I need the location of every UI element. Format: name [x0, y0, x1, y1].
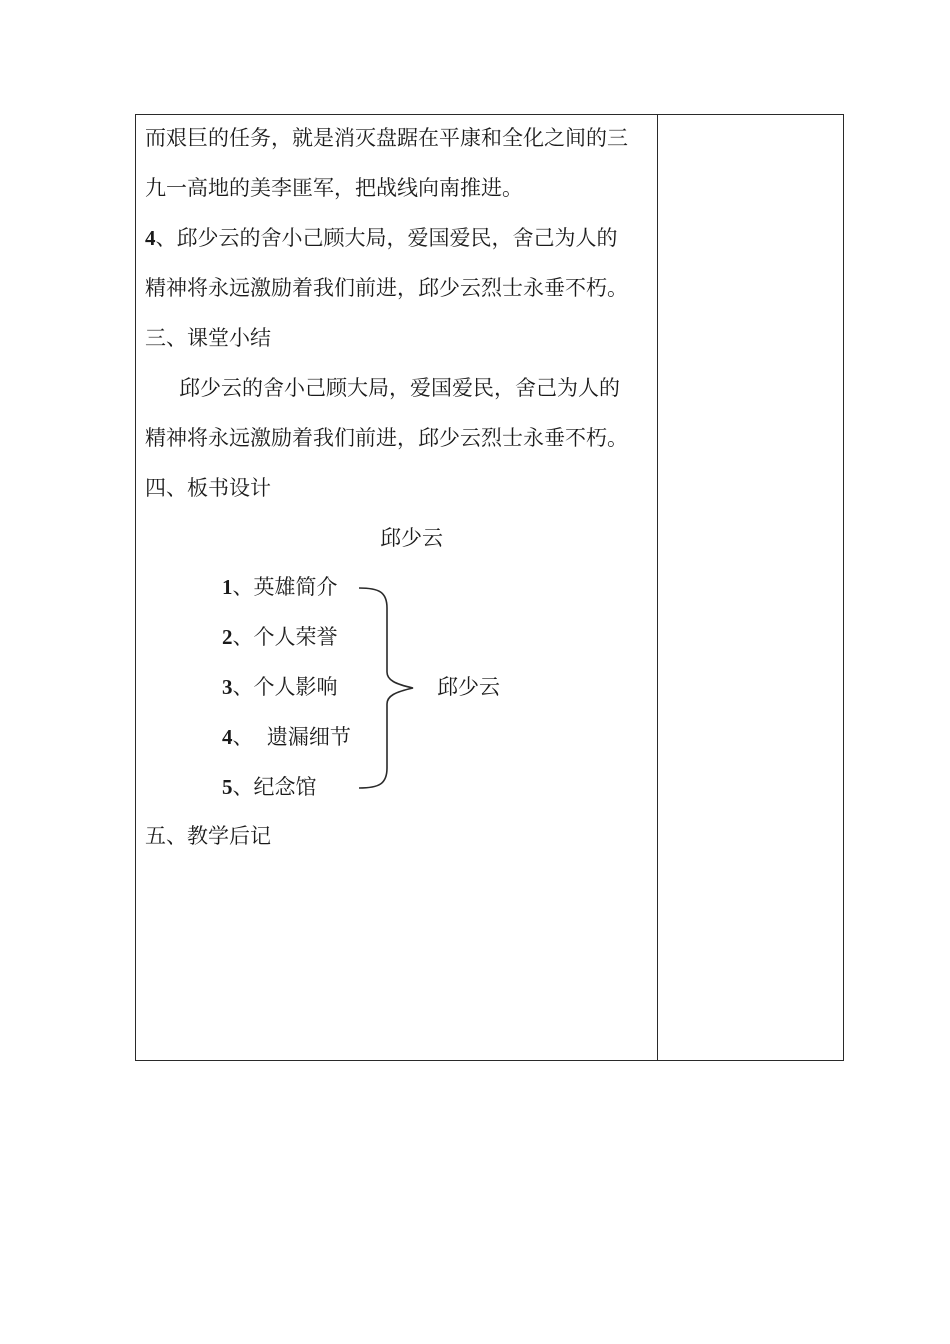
board-item	[222, 722, 351, 752]
board-result: 邱少云	[437, 675, 500, 699]
board-item-number: 3	[222, 675, 233, 699]
board-item	[222, 672, 338, 702]
summary-line: 邱少云的舍小己顾大局，爱国爱民，舍己为人的	[179, 376, 620, 400]
paragraph-line: 九一高地的美李匪军，把战线向南推进。	[145, 176, 523, 200]
board-item	[222, 772, 317, 802]
board-item-text: 、个人荣誉	[232, 625, 338, 649]
board-title: 邱少云	[380, 526, 443, 550]
board-item	[222, 572, 338, 602]
summary-line: 精神将永远激励着我们前进，邱少云烈士永垂不朽。	[145, 426, 628, 450]
board-item-number: 5	[222, 775, 233, 799]
board-item-number: 2	[222, 625, 233, 649]
board-item-text: 、纪念馆	[232, 775, 317, 799]
column-divider	[657, 114, 658, 1061]
curly-brace-icon	[355, 584, 417, 792]
paragraph-line: 而艰巨的任务，就是消灭盘踞在平康和全化之间的三	[145, 126, 628, 150]
board-item-text: 、 遗漏细节	[232, 725, 351, 749]
numbered-point-4	[145, 223, 618, 253]
point-text: 、邱少云的舍小己顾大局，爱国爱民，舍己为人的	[155, 226, 618, 250]
board-item-number: 1	[222, 575, 233, 599]
point-number: 4	[145, 226, 156, 250]
section-heading: 五、教学后记	[145, 824, 271, 848]
section-heading: 四、板书设计	[145, 476, 271, 500]
board-item-text: 、个人影响	[232, 675, 338, 699]
paragraph-line: 精神将永远激励着我们前进，邱少云烈士永垂不朽。	[145, 276, 628, 300]
board-item	[222, 622, 338, 652]
board-item-text: 、英雄简介	[232, 575, 338, 599]
board-item-number: 4	[222, 725, 233, 749]
section-heading: 三、课堂小结	[145, 326, 271, 350]
